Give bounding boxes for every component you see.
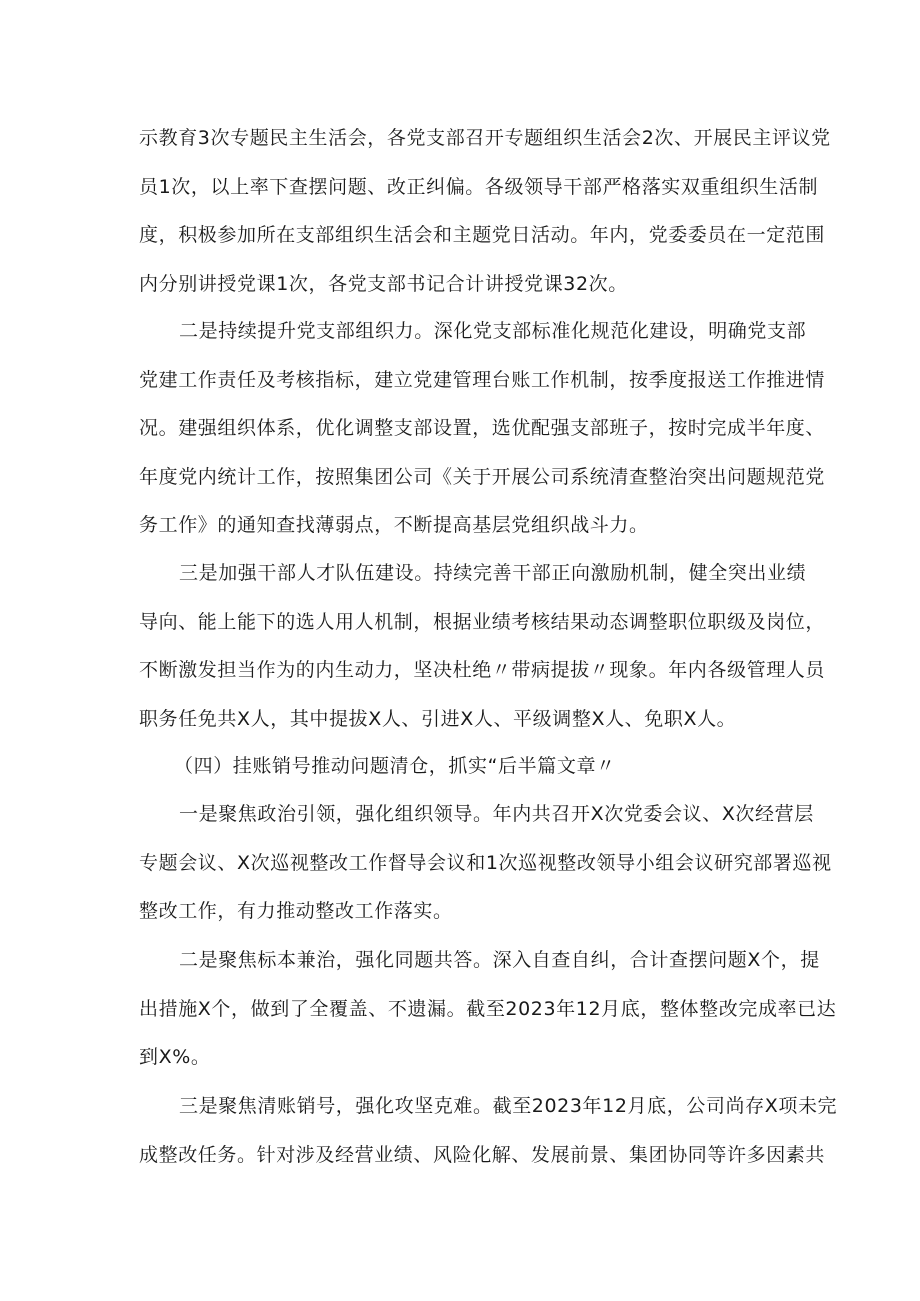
text-line: 内分别讲授党课1次，各党支部书记合计讲授党课32次。 — [139, 272, 628, 295]
text-line: 一是聚焦政治引领，强化组织领导。年内共召开X次党委会议、X次经营层 — [179, 803, 814, 825]
paragraph-5 — [139, 790, 832, 936]
text-line: 出措施X个，做到了全覆盖、不遗漏。截至2023年12月底，整体整改完成率已达 — [139, 997, 837, 1020]
text-line: 二是持续提升党支部组织力。深化党支部标准化规范化建设，明确党支部 — [179, 320, 807, 342]
text-line: 况。建强组织体系，优化调整支部设置，选优配强支部班子，按时完成半年度、 — [139, 417, 826, 439]
text-line: 不断激发担当作为的内生动力，坚决杜绝〃带病提拔〃现象。年内各级管理人员 — [139, 659, 826, 681]
text-line: 整改工作，有力推动整改工作落实。 — [139, 900, 453, 922]
text-line: 度，积极参加所在支部组织生活会和主题党日活动。年内，党委委员在一定范围 — [139, 224, 826, 246]
text-line: 导向、能上能下的选人用人机制，根据业绩考核结果动态调整职位职级及岗位， — [139, 610, 826, 633]
text-line: 到X%。 — [139, 1046, 211, 1068]
text-line: 专题会议、X次巡视整改工作督导会议和1次巡视整改领导小组会议研究部署巡视 — [139, 851, 832, 874]
paragraph-7 — [139, 1082, 838, 1179]
text-line: 三是加强干部人才队伍建设。持续完善干部正向激励机制，健全突出业绩 — [179, 562, 807, 584]
section-heading-text: （四）挂账销号推动问题清仓，抓实“后半篇文章〃 — [174, 755, 616, 777]
paragraph-3 — [139, 549, 826, 743]
text-line: 示教育3次专题民主生活会，各党支部召开专题组织生活会2次、开展民主评议党 — [139, 127, 831, 149]
text-line: 年度党内统计工作，按照集团公司《关于开展公司系统清查整治突出问题规范党 — [139, 465, 826, 488]
paragraph-6 — [139, 936, 837, 1082]
section-heading — [174, 742, 616, 791]
text-line: 三是聚焦清账销号，强化攻坚克难。截至2023年12月底，公司尚存X项未完 — [179, 1095, 838, 1117]
text-line: 务工作》的通知查找薄弱点，不断提高基层党组织战斗力。 — [139, 514, 649, 536]
text-line: 职务任免共X人，其中提拔X人、引进X人、平级调整X人、免职X人。 — [139, 707, 737, 730]
paragraph-2 — [139, 307, 826, 550]
text-line: 成整改任务。针对涉及经营业绩、风险化解、发展前景、集团协同等许多因素共 — [139, 1143, 826, 1166]
text-line: 员1次，以上率下查摆问题、改正纠偏。各级领导干部严格落实双重组织生活制 — [139, 175, 819, 198]
text-line: 二是聚焦标本兼治，强化同题共答。深入自查自纠，合计查摆问题X个，提 — [179, 949, 820, 971]
text-line: 党建工作责任及考核指标，建立党建管理台账工作机制，按季度报送工作推进情 — [139, 368, 826, 391]
paragraph-1 — [139, 114, 831, 308]
